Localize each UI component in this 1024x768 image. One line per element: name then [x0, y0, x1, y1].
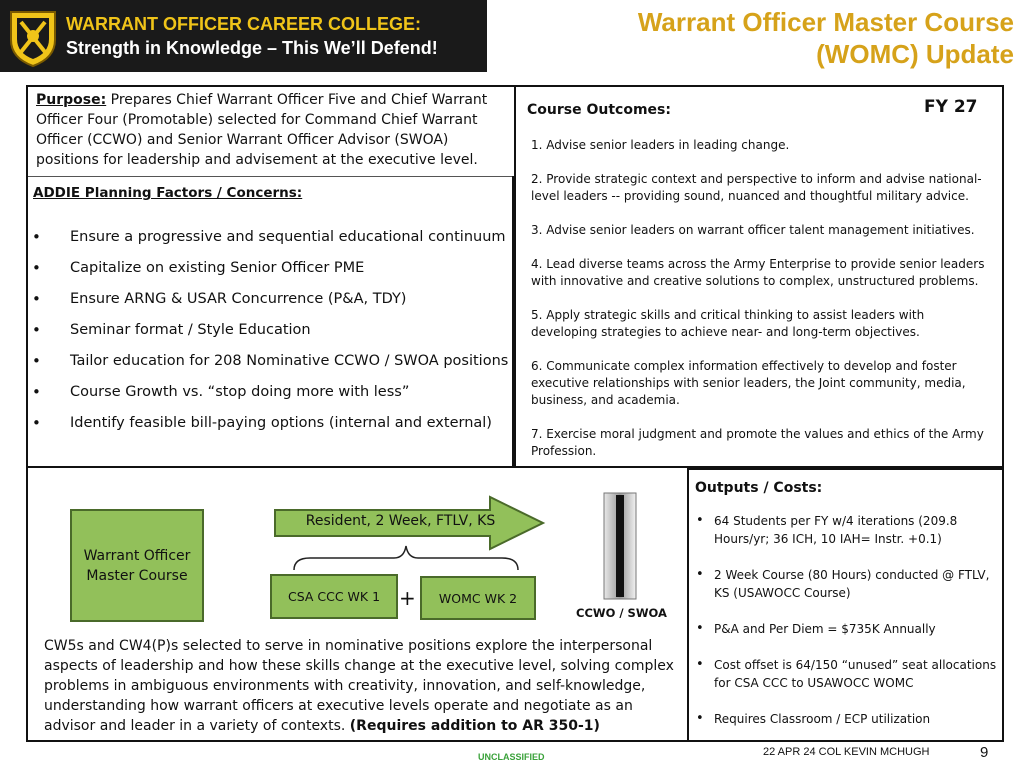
slide-title-line2: (WOMC) Update — [816, 39, 1014, 69]
addie-item: • Capitalize on existing Senior Officer PME — [30, 256, 510, 287]
outcome-item: 6. Communicate complex information effectively to develop and foster executive relationships with senior leaders, the Joint community, media, business, and academia. — [531, 359, 966, 407]
purpose-label: Purpose: — [36, 92, 107, 108]
outputs-list — [694, 512, 998, 746]
output-item: • 64 Students per FY w/4 iterations (209.8 Hours/yr; 36 ICH, 10 IAH= Instr. +0.1) — [694, 512, 998, 548]
course-box: Warrant Officer Master Course — [70, 509, 204, 622]
brace-shape — [290, 542, 522, 574]
summary-note: (Requires addition to AR 350-1) — [349, 718, 600, 734]
addie-item: • Tailor education for 208 Nominative CCWO / SWOA positions — [30, 349, 510, 380]
summary-text: CW5s and CW4(P)s selected to serve in nominative positions explore the interpersonal aspects of leadership and how these skills change at the executive level, solving complex problems in ambiguous environments with creativity, innovation, and self-knowledge, understanding how warrant officers at executive levels operate and negotiate as an advisor and leader in a variety of contexts. — [44, 638, 674, 734]
outcomes-title: Course Outcomes: — [527, 102, 671, 118]
course-summary — [44, 636, 684, 736]
output-item: • 2 Week Course (80 Hours) conducted @ FTLV, KS (USAWOCC Course) — [694, 566, 998, 602]
output-item: • P&A and Per Diem = $735K Annually — [694, 620, 998, 638]
output-item: • Cost offset is 64/150 “unused” seat allocations for CSA CCC to USAWOCC WOMC — [694, 656, 998, 692]
slide-title-line1: Warrant Officer Master Course — [637, 7, 1014, 37]
arrow-label: Resident, 2 Week, FTLV, KS — [305, 513, 496, 529]
outcome-item: 3. Advise senior leaders on warrant officer talent management initiatives. — [531, 223, 975, 237]
purpose-text: Prepares Chief Warrant Officer Five and Chief Warrant Officer Four (Promotable) selected for Command Chief Warrant Officer (CCWO) and Senior Warrant Officer Advisor (SWOA) positions for leadership and advisement at the executive level. — [36, 92, 488, 168]
cw5-insignia-icon — [600, 491, 640, 601]
classification-label: UNCLASSIFIED — [478, 752, 545, 762]
addie-item: • Identify feasible bill-paying options (internal and external) — [30, 411, 510, 442]
outcome-item: 7. Exercise moral judgment and promote the values and ethics of the Army Profession. — [531, 427, 984, 458]
outputs-title: Outputs / Costs: — [695, 480, 823, 496]
week2-box: WOMC WK 2 — [420, 576, 536, 620]
output-item: • Requires Classroom / ECP utilization — [694, 710, 998, 728]
outcomes-list — [531, 137, 991, 477]
army-crest-icon — [5, 6, 61, 68]
purpose-section — [36, 90, 508, 170]
addie-item: • Course Growth vs. “stop doing more with less” — [30, 380, 510, 411]
insignia-label: CCWO / SWOA — [576, 606, 667, 620]
addie-item: • Ensure a progressive and sequential educational continuum — [30, 225, 510, 256]
fiscal-year-label: FY 27 — [924, 97, 978, 117]
outcome-item: 1. Advise senior leaders in leading change. — [531, 138, 790, 152]
outcome-item: 5. Apply strategic skills and critical thinking to assist leaders with developing strategies to achieve near- and long-term objectives. — [531, 308, 925, 339]
footer-date-author: 22 APR 24 COL KEVIN MCHUGH — [763, 746, 930, 758]
slide-title — [494, 6, 1014, 70]
plus-sign: + — [399, 586, 416, 610]
addie-title: ADDIE Planning Factors / Concerns: — [33, 185, 303, 201]
college-motto: Strength in Knowledge – This We’ll Defend! — [66, 38, 438, 58]
outcome-item: 2. Provide strategic context and perspective to inform and advise national-level leaders -- providing sound, nuanced and thoughtful military advice. — [531, 172, 982, 203]
addie-item: • Seminar format / Style Education — [30, 318, 510, 349]
college-name: WARRANT OFFICER CAREER COLLEGE: — [66, 14, 421, 34]
outcome-item: 4. Lead diverse teams across the Army Enterprise to provide senior leaders with innovative and creative solutions to complex, unstructured problems. — [531, 257, 985, 288]
header-bar — [0, 0, 487, 72]
week1-box: CSA CCC WK 1 — [270, 574, 398, 619]
addie-list — [30, 225, 510, 442]
addie-item: • Ensure ARNG & USAR Concurrence (P&A, TDY) — [30, 287, 510, 318]
page-number: 9 — [980, 744, 989, 761]
